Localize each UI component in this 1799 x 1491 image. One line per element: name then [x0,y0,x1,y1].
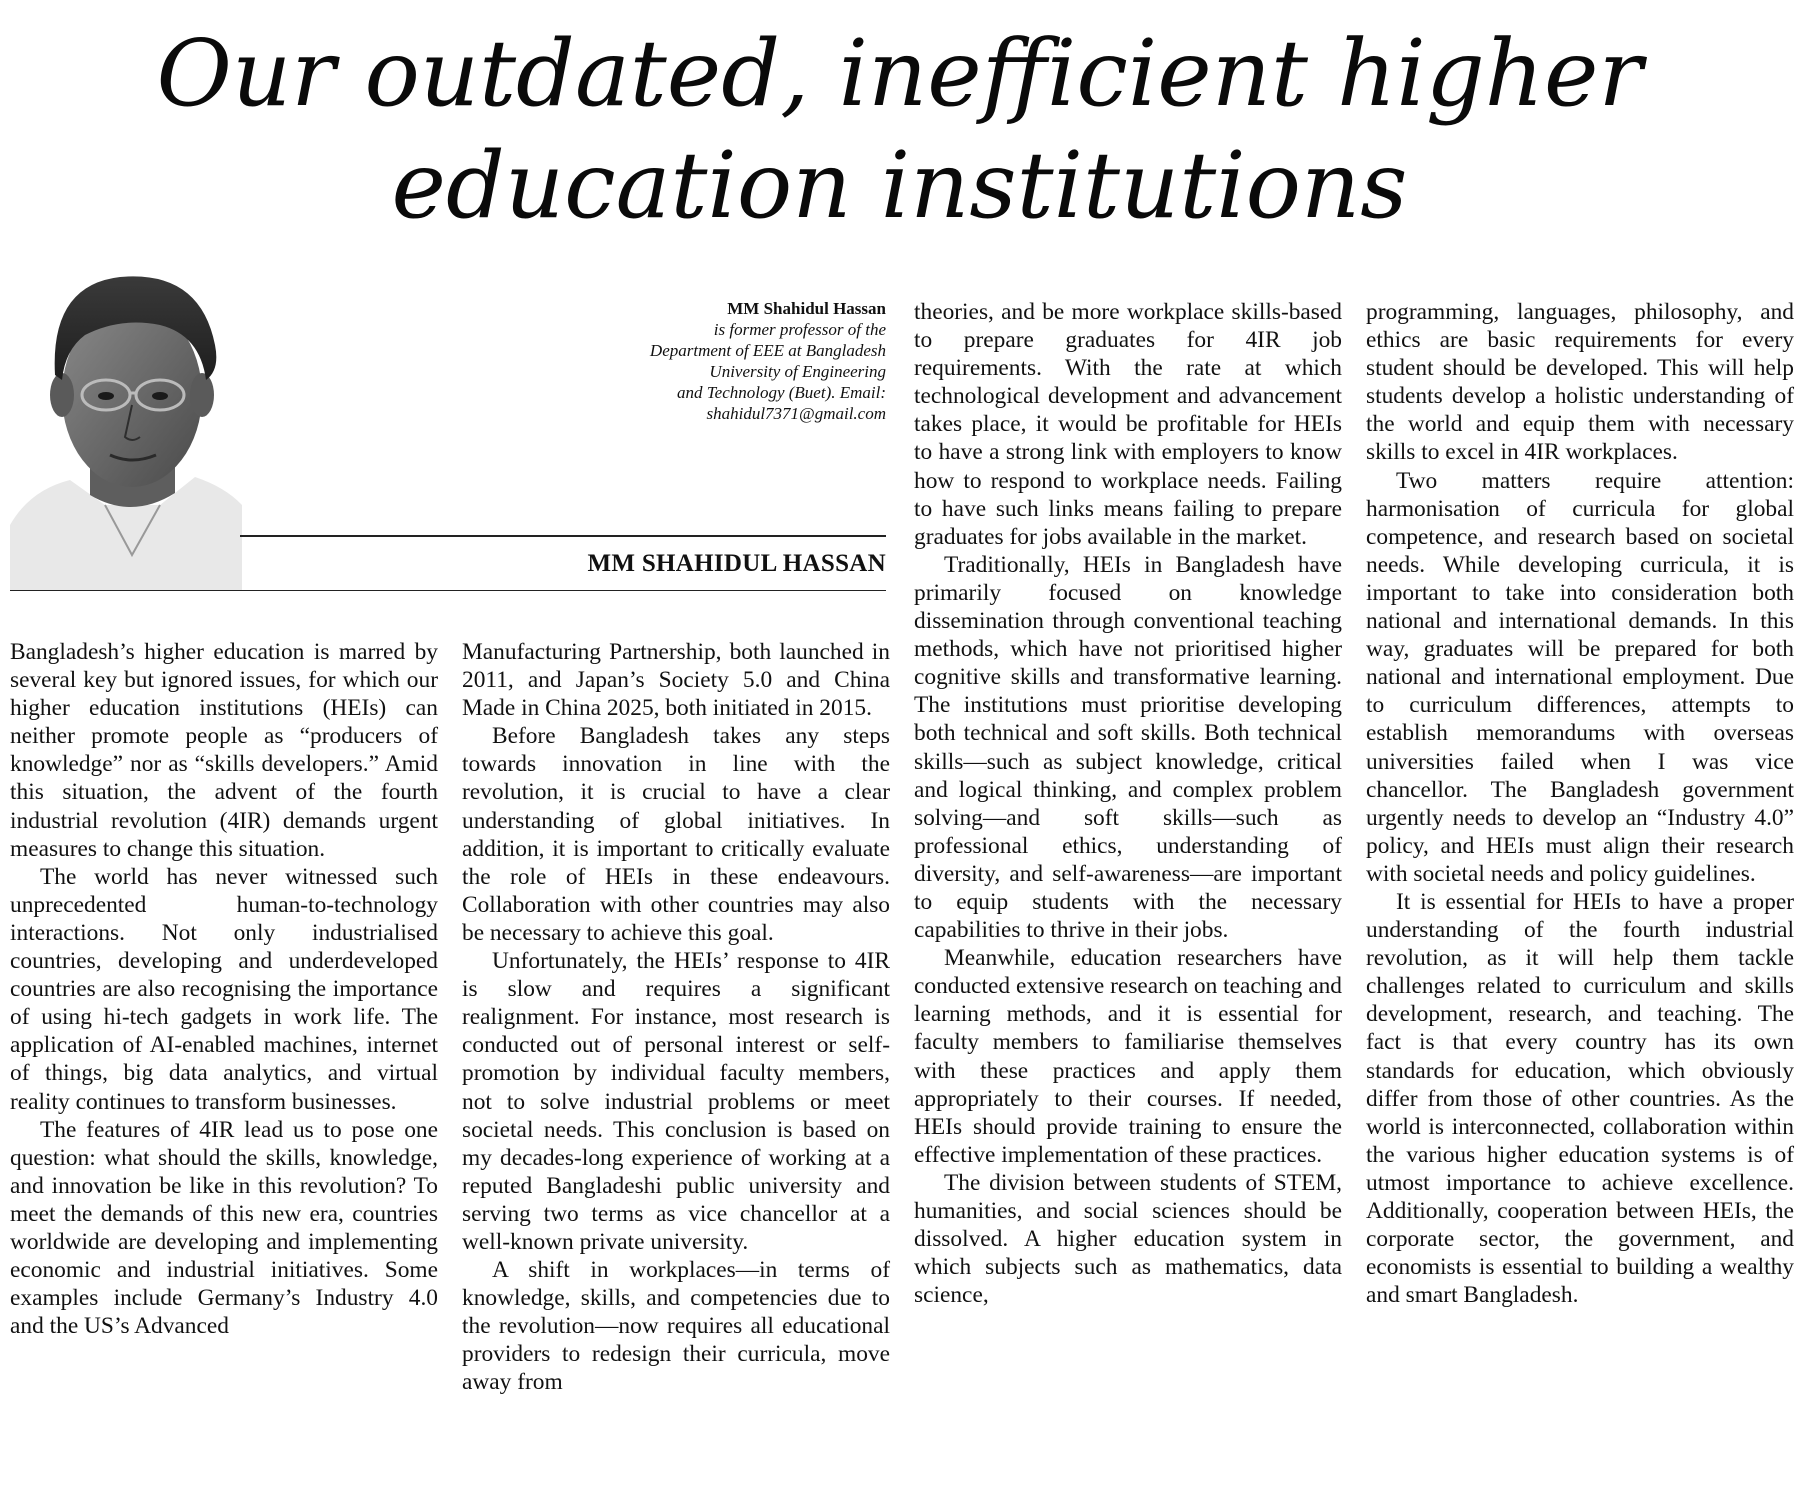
author-bio-line: is former professor of the [713,320,886,339]
byline: MM SHAHIDUL HASSAN [587,550,886,577]
author-bio-line: University of Engineering [709,362,886,381]
article-headline [0,18,1799,242]
paragraph: Traditionally, HEIs in Bangladesh have primarily focused on knowledge dissemination through conventional teaching methods, which have not prioritised higher cognitive skills and transformative learning. The institutions must prioritise developing both technical and soft skills. Both technical skills—such as subject knowledge, critical and logical thinking, and complex problem solving—and soft skills—such as professional ethics, understanding of diversity, and self-awareness—are important to equip students with the necessary capabilities to thrive in their jobs. [914,551,1342,944]
paragraph: Before Bangladesh takes any steps towards innovation in line with the revolution, it is crucial to have a clear understanding of global initiatives. In addition, it is important to critically evaluate the role of HEIs in these endeavours. Collaboration with other countries may also be necessary to achieve this goal. [462,723,890,946]
paragraph: theories, and be more workplace skills-based to prepare graduates for 4IR job requirements. With the rate at which technological development and advancement takes place, it would be profitable for HEIs to have a strong link with employers to know how to respond to workplace needs. Failing to have such links means failing to prepare graduates for jobs available in the market. [914,299,1342,550]
author-name: MM Shahidul Hassan [727,299,886,318]
author-photo [10,255,242,590]
article-column-2 [462,638,890,1483]
article-column-1 [10,638,438,1483]
byline-divider [240,535,886,537]
paragraph: Unfortunately, the HEIs’ response to 4IR is slow and requires a significant realignment. For instance, most research is conducted out of personal interest or self-promotion by individual faculty members, not to solve industrial problems or meet societal needs. This conclusion is based on my decades-long experience of working at a reputed Bangladeshi public university and serving two terms as vice chancellor at a well-known private university. [462,948,890,1255]
paragraph: The features of 4IR lead us to pose one question: what should the skills, knowledge, and innovation be like in this revolution? To meet the demands of this new era, countries worldwide are developing and implementing economic and industrial initiatives. Some examples include Germany’s Industry 4.0 and the US’s Advanced [10,1116,438,1340]
paragraph: The division between students of STEM, humanities, and social sciences should be dissolved. A higher education system in which subjects such as mathematics, data science, [914,1169,1342,1309]
author-email: shahidul7371@gmail.com [706,404,886,423]
headline-line-1: Our outdated, inefficient higher [156,20,1643,127]
author-bio-line: Department of EEE at Bangladesh [649,341,886,360]
article-column-3 [914,298,1342,1483]
paragraph: programming, languages, philosophy, and ethics are basic requirements for every student should be developed. This will help students develop a holistic understanding of the world and equip them with necessary skills to excel in 4IR workplaces. [1366,299,1794,466]
article-column-4 [1366,298,1794,1483]
paragraph: Meanwhile, education researchers have conducted extensive research on teaching and learning methods, and it is essential for faculty members to familiarise themselves with these practices and apply them appropriately to their courses. If needed, HEIs should provide training to ensure the effective implementation of these practices. [914,945,1342,1168]
header-divider [10,590,886,591]
author-info-box [520,298,886,424]
headline-line-2: education institutions [391,132,1408,239]
paragraph: The world has never witnessed such unprecedented human-to-technology interactions. Not only industrialised countries, developing and underdeveloped countries are also recognising the importance of using hi-tech gadgets in work life. The application of AI-enabled machines, internet of things, big data analytics, and virtual reality continues to transform businesses. [10,863,438,1115]
paragraph: Bangladesh’s higher education is marred by several key but ignored issues, for which our higher education institutions (HEIs) can neither promote people as “producers of knowledge” nor as “skills developers.” Amid this situation, the advent of the fourth industrial revolution (4IR) demands urgent measures to change this situation. [10,639,438,862]
paragraph: Manufacturing Partnership, both launched in 2011, and Japan’s Society 5.0 and China Made in China 2025, both initiated in 2015. [462,639,890,722]
author-bio-line: and Technology (Buet). Email: [677,383,886,402]
paragraph: It is essential for HEIs to have a proper understanding of the fourth industrial revolution, as it will help them tackle challenges related to curriculum and skills development, research, and teaching. The fact is that every country has its own standards for education, which obviously differ from those of other countries. As the world is interconnected, collaboration within the various higher education systems is of utmost importance to achieve excellence. Additionally, cooperation between HEIs, the corporate sector, the government, and economists is essential to building a wealthy and smart Bangladesh. [1366,888,1794,1309]
paragraph: A shift in workplaces—in terms of knowledge, skills, and competencies due to the revolution—now requires all educational providers to redesign their curricula, move away from [462,1257,890,1396]
paragraph: Two matters require attention: harmonisation of curricula for global competence, and research based on societal needs. While developing curricula, it is important to take into consideration both national and international demands. In this way, graduates will be prepared for both national and international employment. Due to curriculum differences, attempts to establish memorandums with overseas universities failed when I was vice chancellor. The Bangladesh government urgently needs to develop an “Industry 4.0” policy, and HEIs must align their research with societal needs and policy guidelines. [1366,467,1794,887]
